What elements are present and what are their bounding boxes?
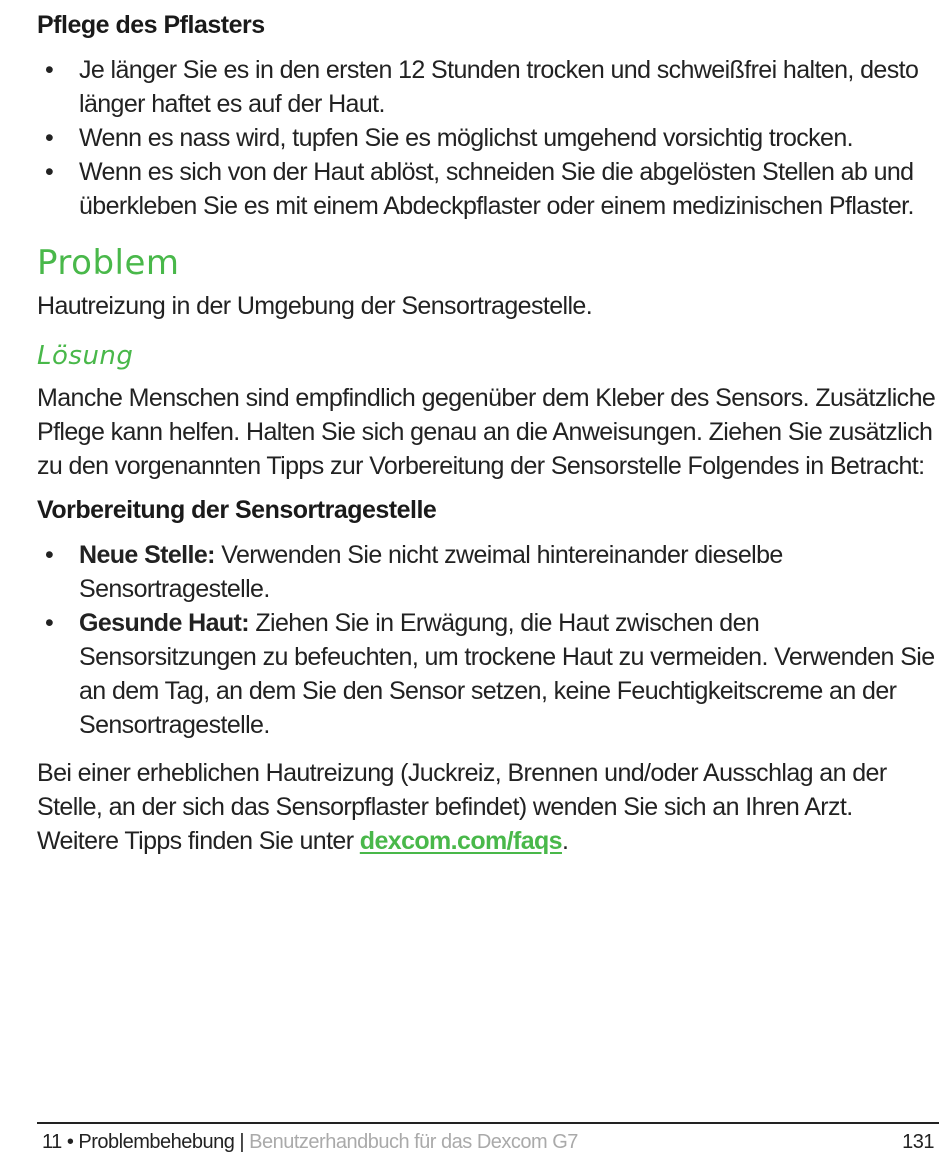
prep-bullet-list [37,538,937,742]
prep-item-text: Ziehen Sie in Erwägung, die Haut zwischen den Sensorsitzungen zu befeuchten, um trockene Haut zu vermeiden. Verwenden Sie an dem Tag, an dem Sie den Sensor setzen, keine Feuchtigkeitscreme an der Sensortragestelle. [79,609,935,739]
bullet-icon: • [45,56,54,84]
prep-item-label: Gesunde Haut: [79,609,249,637]
footer-left [42,1129,578,1155]
page-footer [42,1129,934,1155]
solution-heading: Lösung [37,341,134,371]
solution-intro: Manche Menschen sind empfindlich gegenüber dem Kleber des Sensors. Zusätzliche Pflege kann helfen. Halten Sie sich genau an die Anweisungen. Ziehen Sie zusätzlich zu den vorgenannten Tipps zur Vorbereitung der Sensorstelle Folgendes in Betracht: [37,384,936,480]
closing-text: Bei einer erheblichen Hautreizung (Juckreiz, Brennen und/oder Ausschlag an der Stelle, an der sich das Sensorpflaster befindet) wenden Sie sich an Ihren Arzt. Weitere Tipps finden Sie unter [37,759,887,855]
faqs-link[interactable]: dexcom.com/faqs [359,827,562,855]
care-bullet-item: • Wenn es nass wird, tupfen Sie es möglichst umgehend vorsichtig trocken. [37,121,937,155]
bullet-icon: • [45,541,54,569]
prep-heading: Vorbereitung der Sensortragestelle [37,496,437,524]
footer-divider [37,1122,939,1124]
prep-bullet-item [37,606,937,742]
bullet-icon: • [45,609,54,637]
problem-text: Hautreizung in der Umgebung der Sensortragestelle. [37,292,593,320]
problem-heading: Problem [37,243,180,283]
care-bullet-list [37,53,937,223]
care-heading: Pflege des Pflasters [37,11,265,39]
prep-bullet-item [37,538,937,606]
page-number: 131 [902,1131,934,1153]
care-bullet-item: • Je länger Sie es in den ersten 12 Stunden trocken und schweißfrei halten, desto länger haftet es auf der Haut. [37,53,937,121]
care-bullet-item: • Wenn es sich von der Haut ablöst, schneiden Sie die abgelösten Stellen ab und überkleben Sie es mit einem Abdeckpflaster oder einem medizinischen Pflaster. [37,155,937,223]
prep-item-text: Verwenden Sie nicht zweimal hintereinander dieselbe Sensortragestelle. [79,541,783,603]
bullet-icon: • [45,124,54,152]
closing-end: . [561,827,569,855]
closing-paragraph [37,756,937,858]
footer-chapter: 11 • Problembehebung | [42,1131,250,1153]
page-content [37,8,937,858]
bullet-icon: • [45,158,54,186]
footer-manual-title: Benutzerhandbuch für das Dexcom G7 [249,1131,578,1153]
prep-item-label: Neue Stelle: [79,541,215,569]
